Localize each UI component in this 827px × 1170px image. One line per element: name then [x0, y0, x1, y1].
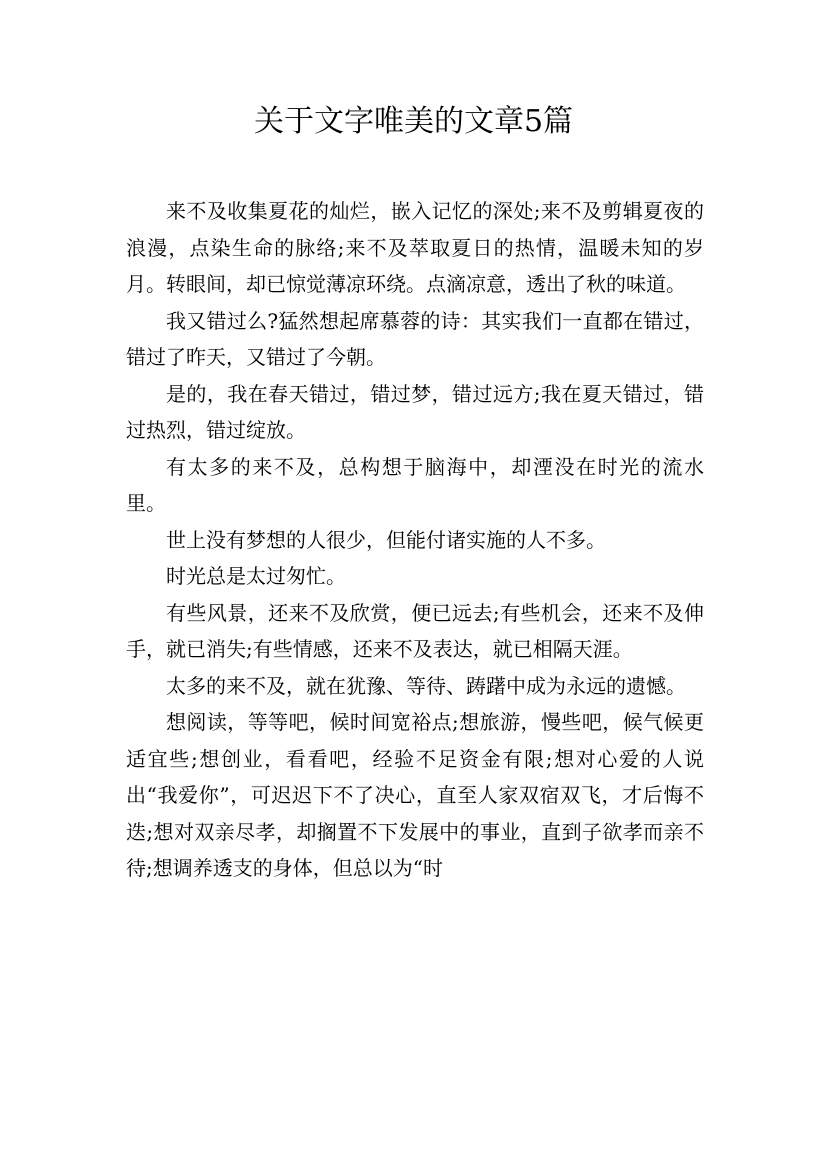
paragraph: 想阅读，等等吧，候时间宽裕点;想旅游，慢些吧，候气候更适宜些;想创业，看看吧，经验不足资金有限;想对心爱的人说出“我爱你”，可迟迟下不了决心，直至人家双宿双飞，才后悔不迭;想对双亲尽孝，却搁置不下发展中的事业，直到子欲孝而亲不待;想调养透支的身体，但总以为“时 [126, 710, 704, 880]
document-body [126, 193, 704, 887]
paragraph: 太多的来不及，就在犹豫、等待、踌躇中成为永远的遗憾。 [166, 673, 686, 698]
paragraph: 有些风景，还来不及欣赏，便已远去;有些机会，还来不及伸手，就已消失;有些情感，还来不及表达，就已相隔天涯。 [126, 600, 704, 661]
paragraph: 世上没有梦想的人很少，但能付诸实施的人不多。 [166, 527, 606, 552]
paragraph: 时光总是太过匆忙。 [166, 564, 346, 588]
paragraph: 有太多的来不及，总构想于脑海中，却湮没在时光的流水里。 [126, 454, 704, 515]
paragraph: 来不及收集夏花的灿烂，嵌入记忆的深处;来不及剪辑夏夜的浪漫，点染生命的脉络;来不及萃取夏日的热情，温暖未知的岁月。转眼间，却已惊觉薄凉环绕。点滴凉意，透出了秋的味道。 [126, 199, 704, 296]
paragraph: 是的，我在春天错过，错过梦，错过远方;我在夏天错过，错过热烈，错过绽放。 [126, 381, 704, 442]
paragraph: 我又错过么?猛然想起席慕蓉的诗：其实我们一直都在错过，错过了昨天，又错过了今朝。 [126, 308, 704, 369]
document-title: 关于文字唯美的文章5篇 [253, 104, 574, 139]
